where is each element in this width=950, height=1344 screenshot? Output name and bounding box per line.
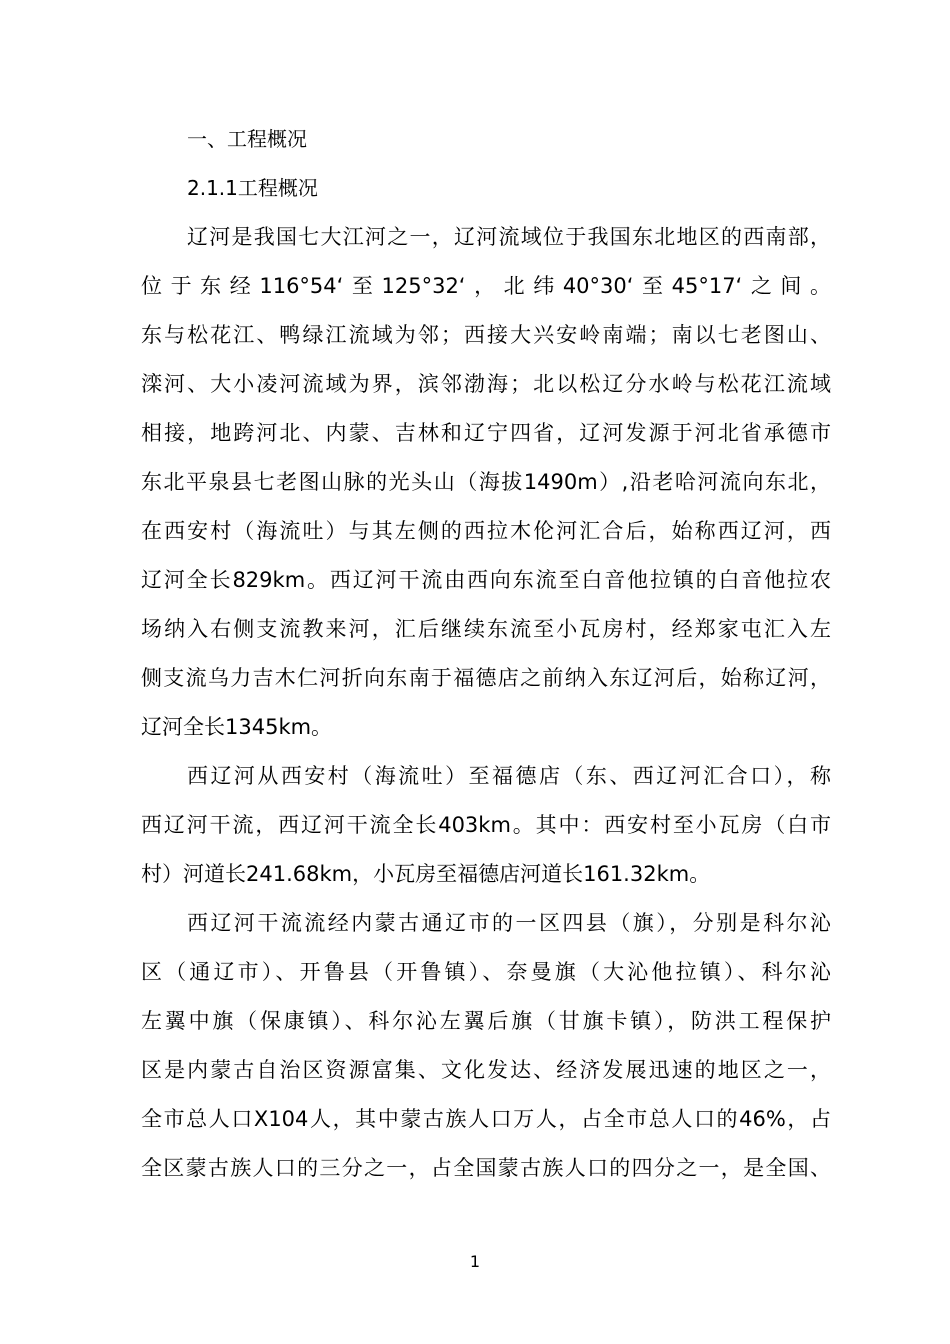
text-line: 区（通辽市）、开鲁县（开鲁镇）、奈曼旗（大沁他拉镇）、科尔沁: [141, 960, 831, 984]
text-line: 区是内蒙古自治区资源富集、文化发达、经济发展迅速的地区之一，: [141, 1058, 831, 1082]
page-content: [141, 115, 831, 1193]
text-line: 相接，地跨河北、内蒙、吉林和辽宁四省，辽河发源于河北省承德市: [141, 421, 831, 445]
text-line: 东北平泉县七老图山脉的光头山（海拔1490m）,沿老哈河流向东北，: [141, 470, 831, 494]
text-line: 辽河全长829km。西辽河干流由西向东流至白音他拉镇的白音他拉农: [141, 568, 831, 592]
text-line: 全区蒙古族人口的三分之一，占全国蒙古族人口的四分之一，是全国、: [141, 1156, 831, 1180]
paragraph-tongliao-region: [141, 899, 831, 1193]
subsection-heading: 2.1.1工程概况: [187, 176, 318, 200]
text-line: 侧支流乌力吉木仁河折向东南于福德店之前纳入东辽河后，始称辽河，: [141, 666, 831, 690]
page-number: 1: [469, 1252, 481, 1271]
text-line: 全市总人口X104人，其中蒙古族人口万人，占全市总人口的46%，占: [141, 1107, 831, 1131]
text-line: 滦河、大小凌河流域为界，滨邻渤海；北以松辽分水岭与松花江流域: [141, 372, 831, 396]
text-line: 村）河道长241.68km，小瓦房至福德店河道长161.32km。: [141, 862, 711, 886]
text-line: 位于东经116°54‘至125°32‘，北纬40°30‘至45°17‘之间。: [141, 274, 831, 298]
text-line: 在西安村（海流吐）与其左侧的西拉木伦河汇合后，始称西辽河，西: [141, 519, 831, 543]
text-line: 西辽河从西安村（海流吐）至福德店（东、西辽河汇合口），称: [187, 764, 831, 788]
text-line: 西辽河干流流经内蒙古通辽市的一区四县（旗），分别是科尔沁: [187, 911, 831, 935]
section-heading: 一、工程概况: [187, 127, 307, 151]
text-line: 辽河全长1345km。: [141, 715, 333, 739]
text-line: 辽河是我国七大江河之一，辽河流域位于我国东北地区的西南部，: [187, 225, 831, 249]
paragraph-liao-river-overview: [141, 213, 831, 752]
text-line: 西辽河干流，西辽河干流全长403km。其中：西安村至小瓦房（白市: [141, 813, 831, 837]
text-line: 场纳入右侧支流教来河，汇后继续东流至小瓦房村，经郑家屯汇入左: [141, 617, 831, 641]
paragraph-west-liao-mainstream: [141, 752, 831, 899]
text-line: 东与松花江、鸭绿江流域为邻；西接大兴安岭南端；南以七老图山、: [141, 323, 831, 347]
text-line: 左翼中旗（保康镇）、科尔沁左翼后旗（甘旗卡镇），防洪工程保护: [141, 1009, 831, 1033]
